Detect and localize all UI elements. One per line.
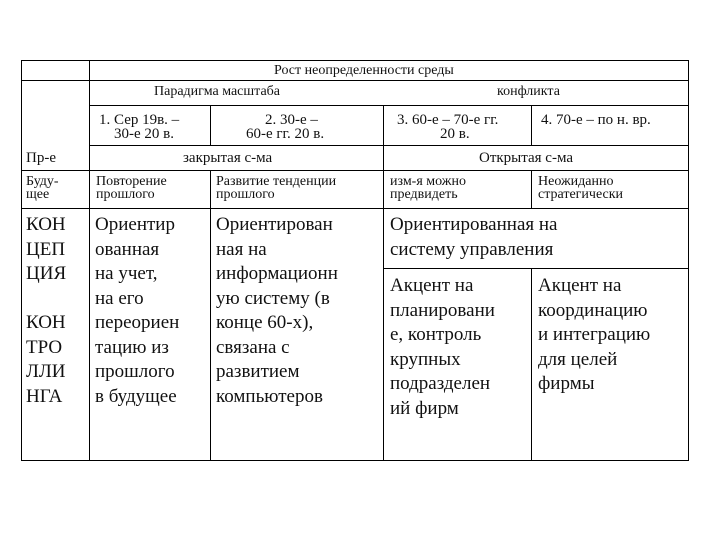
future-unexpected-line2: стратегически bbox=[538, 187, 624, 202]
future-label-line1: Буду- bbox=[26, 174, 59, 189]
table-border-bottom bbox=[21, 460, 689, 461]
open-system-label: Открытая с-ма bbox=[479, 150, 573, 166]
future-unexpected-line1: Неожиданно bbox=[538, 174, 614, 189]
concept-column: КОН ЦЕП ЦИЯ КОН ТРО ЛЛИ НГА bbox=[26, 214, 67, 407]
col-divider-3 bbox=[383, 105, 384, 460]
paradigm-conflict-label: конфликта bbox=[497, 84, 560, 99]
row-divider-future bbox=[21, 208, 689, 209]
table-border-right bbox=[688, 60, 689, 460]
table-border-left bbox=[21, 60, 22, 460]
period-2-line1: 2. 30-е – bbox=[265, 112, 318, 128]
period-4: 4. 70-е – по н. вр. bbox=[541, 112, 651, 128]
closed-system-label: закрытая с-ма bbox=[183, 150, 273, 166]
row-divider-paradigm bbox=[89, 105, 688, 106]
body-column-3: Акцент на планировани е, контроль крупных подразделен ий фирм bbox=[390, 275, 495, 419]
col-divider-4-upper bbox=[531, 105, 532, 145]
period-1-line1: 1. Сер 19в. – bbox=[99, 112, 180, 128]
future-repeat-line1: Повторение bbox=[96, 174, 167, 189]
table-border-top bbox=[21, 60, 689, 61]
table-title: Рост неопределенности среды bbox=[274, 63, 454, 78]
row-divider-right-body bbox=[383, 268, 688, 269]
col-divider-4-body bbox=[531, 268, 532, 460]
future-label-line2: щее bbox=[26, 187, 50, 202]
col-divider-1 bbox=[89, 60, 90, 460]
row-divider-periods bbox=[89, 145, 688, 146]
period-1-line2: 30-е 20 в. bbox=[114, 126, 174, 142]
paradigm-scale-label: Парадигма масштаба bbox=[154, 84, 280, 99]
col-divider-2-lower bbox=[210, 170, 211, 460]
body-column-3-top: Ориентированная на систему управления bbox=[390, 214, 558, 260]
body-column-2: Ориентирован ная на информационн ую систему (в конце 60-х), связана с развитием компьютеров bbox=[216, 214, 338, 407]
col-divider-4-lower bbox=[531, 170, 532, 208]
body-column-1: Ориентир ованная на учет, на его переориен тацию из прошлого в будущее bbox=[95, 214, 180, 407]
body-column-4: Акцент на координацию и интеграцию для целей фирмы bbox=[538, 275, 651, 394]
row-divider-systems bbox=[21, 170, 689, 171]
past-label: Пр-е bbox=[26, 150, 56, 166]
period-2-line2: 60-е гг. 20 в. bbox=[246, 126, 325, 142]
future-predictable-line2: предвидеть bbox=[390, 187, 458, 202]
period-3-line1: 3. 60-е – 70-е гг. bbox=[397, 112, 499, 128]
future-trend-line1: Развитие тенденции bbox=[216, 174, 337, 189]
future-repeat-line2: прошлого bbox=[96, 187, 155, 202]
future-trend-line2: прошлого bbox=[216, 187, 275, 202]
period-3-line2: 20 в. bbox=[440, 126, 470, 142]
row-divider-header bbox=[21, 80, 689, 81]
future-predictable-line1: изм-я можно bbox=[390, 174, 466, 189]
col-divider-2-upper bbox=[210, 105, 211, 145]
